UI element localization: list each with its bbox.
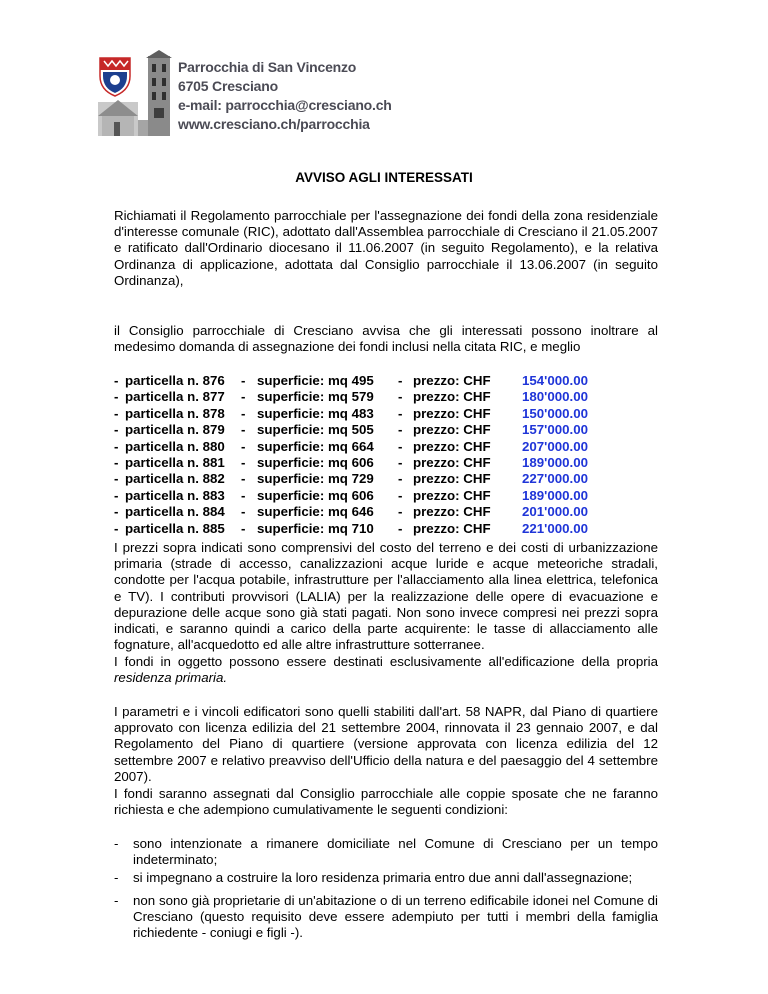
condition-item bbox=[114, 893, 658, 942]
row-dash: - bbox=[114, 504, 119, 520]
letterhead bbox=[98, 50, 392, 140]
parcel-number: particella n. 879 bbox=[125, 422, 225, 438]
parcel-price-label: prezzo: CHF bbox=[413, 438, 491, 454]
row-dash: - bbox=[398, 389, 403, 405]
parcel-area: superficie: mq 646 bbox=[257, 504, 374, 520]
parcel-row bbox=[114, 439, 674, 455]
notice-paragraph: il Consiglio parrocchiale di Cresciano avvisa che gli interessati possono inoltrare al medesimo domanda di assegnazione dei fondi inclusi nella citata RIC, e meglio bbox=[114, 323, 658, 355]
parcel-price-value: 180'000.00 bbox=[522, 389, 589, 405]
row-dash: - bbox=[241, 504, 246, 520]
parcel-price-label: prezzo: CHF bbox=[413, 471, 491, 487]
parcel-number: particella n. 882 bbox=[125, 471, 225, 487]
parcel-price-label: prezzo: CHF bbox=[413, 405, 491, 421]
page-title: AVVISO AGLI INTERESSATI bbox=[295, 170, 473, 185]
parcel-row bbox=[114, 422, 674, 438]
parcel-table bbox=[114, 373, 674, 537]
intro-paragraph: Richiamati il Regolamento parrocchiale per l'assegnazione dei fondi della zona residenziale d'interesse comunale (RIC), adottato dall'Assemblea parrocchiale di Cresciano il 21.05.2007 e ratificato dall'Ordinario diocesano il 11.06.2007 (in seguito Regolamento), e la relativa Ordinanza di applicazione, adottata dal Consiglio parrocchiale il 13.06.2007 (in seguito Ordinanza), bbox=[114, 208, 658, 288]
parcel-row bbox=[114, 455, 674, 471]
parcel-price-label: prezzo: CHF bbox=[413, 520, 491, 536]
parcel-area: superficie: mq 710 bbox=[257, 520, 374, 536]
row-dash: - bbox=[398, 471, 403, 487]
row-dash: - bbox=[114, 454, 119, 470]
parcel-number: particella n. 876 bbox=[125, 373, 225, 388]
parcel-number: particella n. 877 bbox=[125, 389, 225, 405]
parcel-row bbox=[114, 488, 674, 504]
parcel-price-value: 157'000.00 bbox=[522, 422, 589, 438]
parcel-row bbox=[114, 406, 674, 422]
conditions-intro-paragraph: I fondi saranno assegnati dal Consiglio parrocchiale alle coppie sposate che ne faranno richiesta e che adempiono cumulativamente le seguenti condizioni: bbox=[114, 786, 658, 818]
parcel-price-label: prezzo: CHF bbox=[413, 373, 491, 388]
parcel-price-value: 189'000.00 bbox=[522, 487, 589, 503]
parcel-number: particella n. 881 bbox=[125, 454, 225, 470]
destination-text: I fondi in oggetto possono essere destinati esclusivamente all'edificazione della propria bbox=[114, 654, 658, 669]
row-dash: - bbox=[398, 373, 403, 388]
row-dash: - bbox=[241, 520, 246, 536]
destination-paragraph bbox=[114, 654, 658, 686]
condition-text: si impegnano a costruire la loro residenza primaria entro due anni dall'assegnazione; bbox=[133, 870, 633, 885]
condition-dash: - bbox=[114, 893, 119, 908]
row-dash: - bbox=[241, 471, 246, 487]
parcel-price-label: prezzo: CHF bbox=[413, 454, 491, 470]
parcel-area: superficie: mq 495 bbox=[257, 373, 374, 388]
parcel-area: superficie: mq 483 bbox=[257, 405, 374, 421]
row-dash: - bbox=[241, 422, 246, 438]
row-dash: - bbox=[114, 405, 119, 421]
parcel-area: superficie: mq 505 bbox=[257, 422, 374, 438]
parcel-price-value: 150'000.00 bbox=[522, 405, 589, 421]
org-name: Parrocchia di San Vincenzo bbox=[178, 59, 357, 75]
row-dash: - bbox=[398, 438, 403, 454]
row-dash: - bbox=[398, 520, 403, 536]
parcel-price-label: prezzo: CHF bbox=[413, 504, 491, 520]
row-dash: - bbox=[114, 487, 119, 503]
parcel-row bbox=[114, 504, 674, 520]
row-dash: - bbox=[114, 471, 119, 487]
parcel-number: particella n. 884 bbox=[125, 504, 225, 520]
prices-included-paragraph bbox=[114, 540, 658, 653]
destination-emphasis: residenza primaria. bbox=[114, 670, 228, 686]
row-dash: - bbox=[114, 373, 119, 388]
condition-dash: - bbox=[114, 870, 119, 885]
org-address: 6705 Cresciano bbox=[178, 78, 278, 94]
parcel-area: superficie: mq 729 bbox=[257, 471, 374, 487]
parcel-row bbox=[114, 521, 674, 537]
parcel-price-value: 221'000.00 bbox=[522, 520, 589, 536]
parcel-price-value: 227'000.00 bbox=[522, 471, 589, 487]
row-dash: - bbox=[114, 520, 119, 536]
row-dash: - bbox=[241, 454, 246, 470]
parcel-price-value: 207'000.00 bbox=[522, 438, 589, 454]
org-website[interactable]: www.cresciano.ch/parrocchia bbox=[178, 116, 370, 132]
row-dash: - bbox=[241, 438, 246, 454]
parcel-number: particella n. 878 bbox=[125, 405, 225, 421]
parcel-price-label: prezzo: CHF bbox=[413, 389, 491, 405]
row-dash: - bbox=[241, 373, 246, 388]
row-dash: - bbox=[114, 438, 119, 454]
church-logo bbox=[98, 50, 180, 138]
condition-dash: - bbox=[114, 836, 119, 851]
parcel-number: particella n. 885 bbox=[125, 520, 225, 536]
parcel-area: superficie: mq 664 bbox=[257, 438, 374, 454]
parameters-paragraph: I parametri e i vincoli edificatori sono quelli stabiliti dall'art. 58 NAPR, dal Piano di quartiere approvato con licenza edilizia del 21 settembre 2004, rinnovata il 23 gennaio 2007, e dal Regolamento del Piano di quartiere (versione approvata con licenza edilizia del 12 settembre 2007 e relativo preavviso dell'Ufficio della natura e del paesaggio del 4 settembre 2007). bbox=[114, 704, 658, 784]
row-dash: - bbox=[398, 504, 403, 520]
org-email[interactable]: e-mail: parrocchia@cresciano.ch bbox=[178, 97, 392, 113]
parcel-number: particella n. 880 bbox=[125, 438, 225, 454]
row-dash: - bbox=[398, 487, 403, 503]
condition-text: non sono già proprietarie di un'abitazione o di un terreno edificabile idonei nel Comune di Cresciano (questo requisito deve essere adempiuto per tutti i membri della famiglia richiedente - coniugi e figli -). bbox=[133, 893, 658, 941]
parcel-price-value: 189'000.00 bbox=[522, 454, 589, 470]
parcel-area: superficie: mq 606 bbox=[257, 487, 374, 503]
row-dash: - bbox=[241, 487, 246, 503]
parcel-price-value: 201'000.00 bbox=[522, 504, 589, 520]
parcel-number: particella n. 883 bbox=[125, 487, 225, 503]
row-dash: - bbox=[241, 405, 246, 421]
parcel-row bbox=[114, 373, 674, 389]
condition-item bbox=[114, 836, 658, 868]
condition-item bbox=[114, 870, 658, 886]
prices-excluded-text: Non sono invece compresi nei prezzi sopra indicati, e saranno quindi a carico della parte acquirente: le tasse di allacciamento alle fognature, all'acquedotto ed alle altre infrastrutture sotterranee. bbox=[114, 604, 658, 653]
row-dash: - bbox=[398, 454, 403, 470]
parcel-row bbox=[114, 389, 674, 405]
parcel-price-label: prezzo: CHF bbox=[413, 422, 491, 438]
condition-text: sono intenzionate a rimanere domiciliate nel Comune di Cresciano per un tempo indeterminato; bbox=[133, 836, 658, 868]
parcel-price-value: 154'000.00 bbox=[522, 373, 589, 388]
row-dash: - bbox=[398, 422, 403, 438]
row-dash: - bbox=[114, 422, 119, 438]
parcel-area: superficie: mq 606 bbox=[257, 454, 374, 470]
parcel-price-label: prezzo: CHF bbox=[413, 487, 491, 503]
row-dash: - bbox=[114, 389, 119, 405]
parcel-area: superficie: mq 579 bbox=[257, 389, 374, 405]
row-dash: - bbox=[241, 389, 246, 405]
parcel-row bbox=[114, 471, 674, 487]
prices-included-text: I prezzi sopra indicati sono comprensivi del costo del terreno e dei costi di urbanizzazione primaria (strade di accesso, canalizzazioni acque luride e acque meteoriche stradali, condotte per l'acqua potabile, infrastrutture per l'allacciamento alla linea elettrica, telefonica e TV). I contributi provvisori (LALIA) per la realizzazione delle opere di evacuazione e depurazione delle acque sono già stati pagati. bbox=[114, 540, 658, 620]
row-dash: - bbox=[398, 405, 403, 421]
